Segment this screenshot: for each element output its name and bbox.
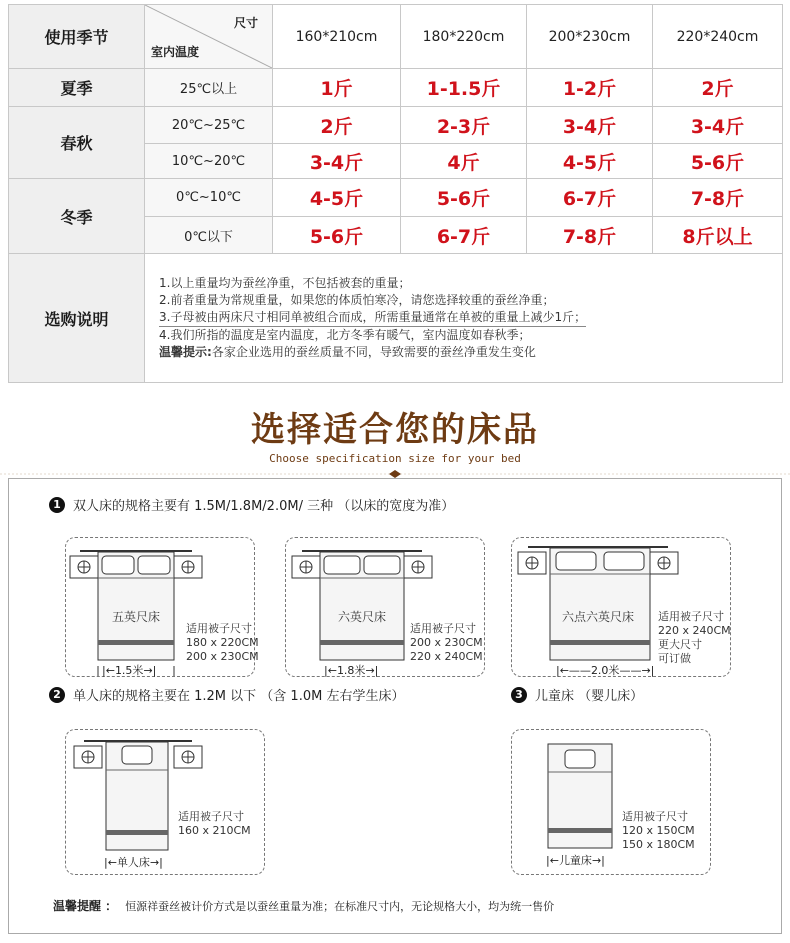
weight-cell: 2斤 (273, 107, 401, 144)
fit-sizes: 适用被子尺寸 160 x 210CM (178, 810, 251, 837)
weight-cell: 4-5斤 (273, 179, 401, 217)
bottom-tip-label: 温馨提醒 ： (53, 899, 118, 913)
step-text: 双人床的规格主要有 1.5M/1.8M/2.0M/ 三种 （以床的宽度为准） (73, 499, 455, 514)
step-2 (49, 685, 404, 704)
bed-dimension: |←1.5米→| (102, 664, 157, 677)
season-summer: 夏季 (9, 69, 145, 107)
weight-cell: 8斤以上 (653, 217, 783, 254)
size-col-2: 180*220cm (401, 5, 527, 69)
section-subtitle: Choose specification size for your bed (269, 452, 521, 465)
bottom-tip (53, 897, 554, 914)
weight-cell: 5-6斤 (273, 217, 401, 254)
header-season: 使用季节 (9, 5, 145, 69)
purchase-notes (145, 254, 783, 383)
weight-cell: 7-8斤 (653, 179, 783, 217)
season-spring-autumn: 春秋 (9, 107, 145, 179)
step-1 (49, 495, 454, 514)
notes-label: 选购说明 (9, 254, 145, 383)
step-number: 2 (49, 687, 65, 703)
weight-cell: 7-8斤 (527, 217, 653, 254)
note-line: 1.以上重量均为蚕丝净重，不包括被套的重量； (159, 276, 411, 290)
tip-label: 温馨提示: (159, 345, 212, 359)
weight-cell: 6-7斤 (401, 217, 527, 254)
temp-cell: 20℃~25℃ (145, 107, 273, 144)
header-temp-label: 室内温度 (151, 45, 200, 59)
bed-dimension: |←1.8米→| (324, 664, 379, 677)
weight-cell: 3-4斤 (653, 107, 783, 144)
bed-dimension: |←儿童床→| (546, 854, 605, 867)
bed-card-6ft (285, 537, 485, 677)
size-col-4: 220*240cm (653, 5, 783, 69)
bottom-tip-text: 恒源祥蚕丝被计价方式是以蚕丝重量为准；在标准尺寸内，无论规格大小，均为统一售价 (125, 900, 555, 913)
weight-cell: 6-7斤 (527, 179, 653, 217)
season-winter: 冬季 (9, 179, 145, 254)
header-diagonal-cell (145, 5, 273, 69)
weight-cell: 5-6斤 (401, 179, 527, 217)
note-line: 2.前者重量为常规重量，如果您的体质怕寒冷，请您选择较重的蚕丝净重； (159, 293, 555, 307)
weight-cell: 5-6斤 (653, 144, 783, 179)
weight-cell: 1-2斤 (527, 69, 653, 107)
tip-line (159, 344, 768, 361)
temp-cell: 0℃以下 (145, 217, 273, 254)
step-number: 1 (49, 497, 65, 513)
bed-diagram (66, 730, 266, 876)
fit-sizes: 适用被子尺寸 120 x 150CM 150 x 180CM (622, 810, 695, 851)
fit-sizes: 适用被子尺寸 220 x 240CM 更大尺寸 可订做 (658, 610, 731, 665)
weight-cell: 3-4斤 (527, 107, 653, 144)
tip-text: 各家企业选用的蚕丝质量不同，导致需要的蚕丝净重发生变化 (211, 345, 536, 359)
weight-cell: 2斤 (653, 69, 783, 107)
temp-cell: 0℃~10℃ (145, 179, 273, 217)
bed-dimension: |←单人床→| (104, 856, 163, 869)
weight-cell: 1-1.5斤 (401, 69, 527, 107)
temp-cell: 25℃以上 (145, 69, 273, 107)
bed-name: 六点六英尺床 (562, 610, 635, 624)
bed-card-child (511, 729, 711, 875)
bed-name: 五英尺床 (112, 610, 161, 624)
weight-cell: 3-4斤 (273, 144, 401, 179)
title-divider (0, 470, 790, 478)
note-line: 4.我们所指的温度是室内温度，北方冬季有暖气，室内温度如春秋季； (159, 328, 531, 342)
step-text: 单人床的规格主要在 1.2M 以下 （含 1.0M 左右学生床） (73, 689, 405, 704)
size-col-3: 200*230cm (527, 5, 653, 69)
weight-cell: 4-5斤 (527, 144, 653, 179)
weight-cell: 2-3斤 (401, 107, 527, 144)
step-number: 3 (511, 687, 527, 703)
fit-sizes: 适用被子尺寸 180 x 220CM 200 x 230CM (186, 622, 259, 663)
temp-cell: 10℃~20℃ (145, 144, 273, 179)
bed-spec-panel (8, 478, 782, 934)
bed-card-6-6ft (511, 537, 731, 677)
bed-card-5ft (65, 537, 259, 677)
header-size-label: 尺寸 (233, 16, 258, 30)
note-line: 3.子母被由两床尺寸相同单被组合而成，所需重量通常在单被的重量上减少1斤； (159, 309, 586, 327)
step-3 (511, 685, 643, 704)
bed-card-single (65, 729, 265, 875)
section-title: 选择适合您的床品 (251, 410, 539, 450)
step-text: 儿童床 （婴儿床） (535, 689, 644, 704)
bed-diagram (512, 730, 712, 876)
bed-name: 六英尺床 (338, 610, 387, 624)
weight-cell: 1斤 (273, 69, 401, 107)
fit-sizes: 适用被子尺寸 200 x 230CM 220 x 240CM (410, 622, 483, 663)
weight-cell: 4斤 (401, 144, 527, 179)
weight-table (8, 4, 783, 383)
size-col-1: 160*210cm (273, 5, 401, 69)
bed-dimension: |←——2.0米——→| (556, 664, 655, 677)
